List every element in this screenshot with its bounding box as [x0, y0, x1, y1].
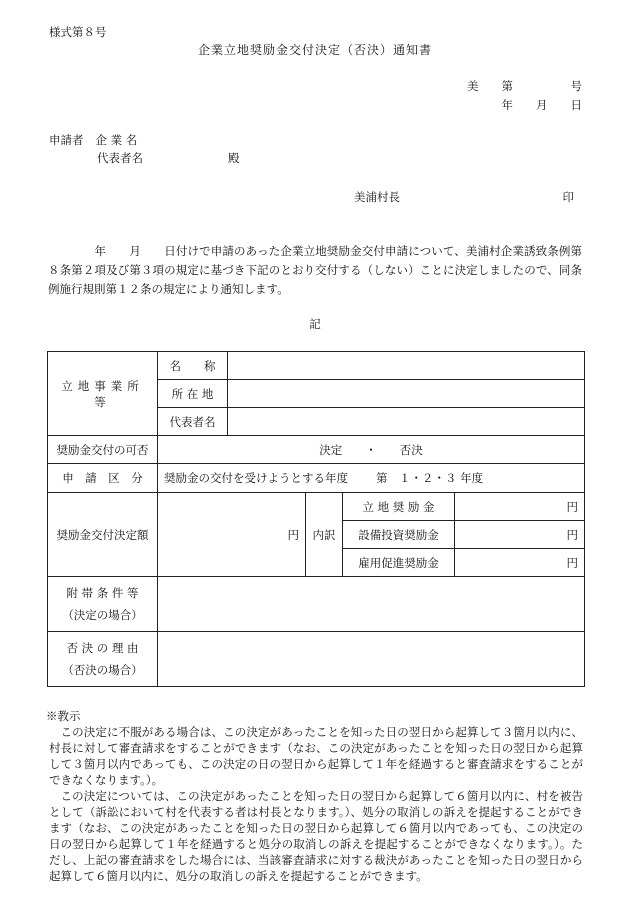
- site-name-value[interactable]: [228, 352, 585, 380]
- conditions-value[interactable]: [158, 577, 585, 632]
- notice-block: [46, 708, 583, 884]
- notice-paragraph: この決定に不服がある場合は、この決定があったことを知った日の翌日から起算して３箇月以内に、村長に対して審査請求をすることができます（なお、この決定があったことを知った日の翌日から起算して３箇月以内であっても、この決定の日の翌日から起算して１年を経過すると審査請求をすることができなくなります。）。: [49, 725, 583, 787]
- site-rep-value[interactable]: [228, 408, 585, 436]
- document-title: 企業立地奨励金交付決定（否決）通知書: [197, 43, 432, 57]
- site-name-label: 名 称: [158, 352, 228, 380]
- body-text: 年 月 日付けで申請のあった企業立地奨励金交付申請について、美浦村企業誘致条例第８条第２項及び第３項の規定に基づき下記のとおり交付する（しない）ことに決定しましたので、同条例施行規則第１２条の規定により通知します。: [48, 244, 582, 296]
- grant-table: [47, 351, 585, 687]
- conditions-label: 附 帯 条 件 等 （決定の場合）: [48, 577, 158, 632]
- notice-paragraph: この決定については、この決定があったことを知った日の翌日から起算して６箇月以内に、村を被告として（訴訟において村を代表する者は村長となります。）、処分の取消しの訴えを提起することができます（なお、この決定があったことを知った日の翌日から起算して６箇月以内であっても、この決定の日の翌日から起算して１年を経過すると処分の取消しの訴えを提起することができなくなります。）。ただし、上記の審査請求をした場合には、当該審査請求に対する裁決があったことを知った日の翌日から起算して６箇月以内に、処分の取消しの訴えを提起することができます。: [49, 789, 583, 883]
- site-address-value[interactable]: [228, 380, 585, 408]
- site-address-label: 所 在 地: [158, 380, 228, 408]
- approval-options[interactable]: 決定 ・ 否決: [158, 436, 585, 464]
- breakdown-item-name: 設備投資奨励金: [343, 521, 455, 549]
- representative-label: 代表者名: [97, 151, 143, 165]
- company-name-label: 企 業 名: [95, 133, 138, 147]
- breakdown-label: 内訳: [306, 493, 343, 577]
- amount-label: 奨励金交付決定額: [48, 493, 158, 577]
- issue-date: 年 月 日: [501, 98, 582, 112]
- site-label: 立地事業所等: [48, 352, 158, 436]
- approval-label: 奨励金交付の可否: [48, 436, 158, 464]
- breakdown-item-name: 立 地 奨 励 金: [343, 493, 455, 521]
- breakdown-item-name: 雇用促進奨励金: [343, 549, 455, 577]
- applicant-label: 申請者: [49, 133, 84, 147]
- issuer-line: [354, 191, 574, 205]
- application-text: 奨励金の交付を受けようとする年度: [164, 471, 348, 485]
- issuer-name: 美浦村長: [354, 190, 400, 204]
- breakdown-item-amount[interactable]: 円: [455, 549, 585, 577]
- application-value: [158, 464, 585, 493]
- honorific: 殿: [228, 151, 240, 165]
- breakdown-item-amount[interactable]: 円: [455, 493, 585, 521]
- breakdown-item-amount[interactable]: 円: [455, 521, 585, 549]
- reason-label: 否 決 の 理 由 （否決の場合）: [48, 632, 158, 687]
- notice-heading: ※教示: [46, 709, 81, 723]
- seal-mark: 印: [562, 190, 574, 204]
- applicant-block: [49, 134, 240, 170]
- reason-value[interactable]: [158, 632, 585, 687]
- application-years[interactable]: 第 １・２・３ 年度: [376, 471, 484, 485]
- issue-number: 美 第 号: [467, 79, 582, 93]
- form-number: 様式第８号: [49, 25, 107, 39]
- ki-label: 記: [309, 317, 321, 331]
- application-label: 申 請 区 分: [48, 464, 158, 493]
- site-rep-label: 代表者名: [158, 408, 228, 436]
- amount-total-cell[interactable]: 円: [158, 493, 306, 577]
